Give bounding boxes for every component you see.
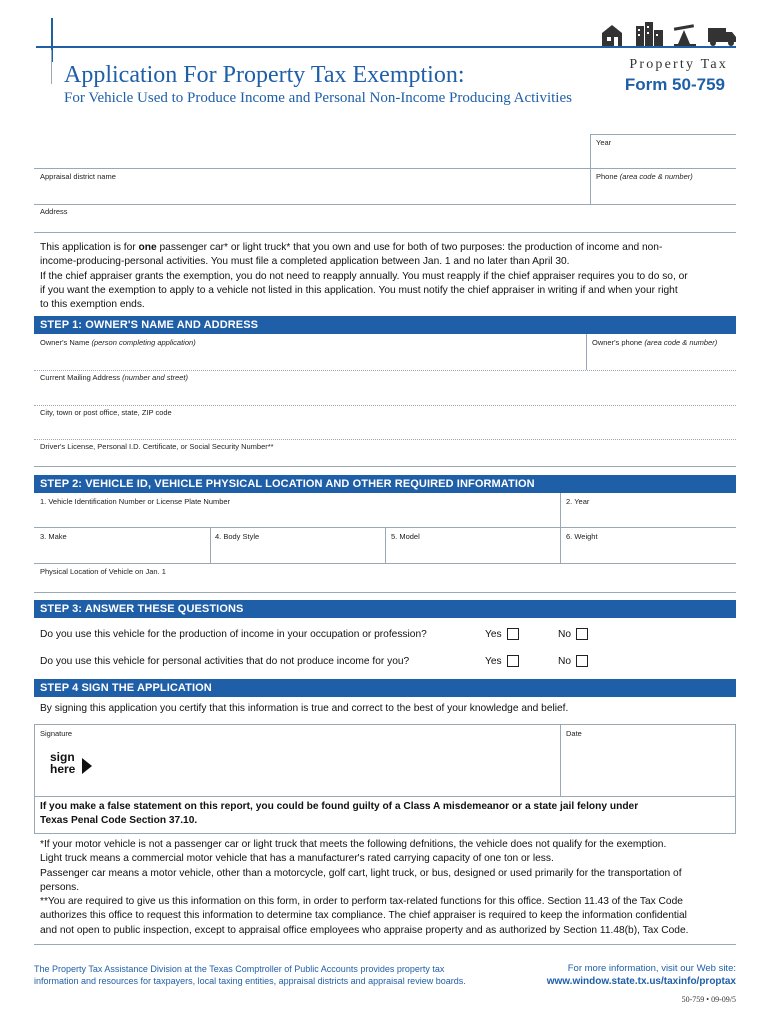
question-personal: Do you use this vehicle for personal activities that do not produce income for you? [40,656,410,667]
rule [34,232,736,233]
false-statement-warning: If you make a false statement on this report, you could be found guilty of a Class A misdemeanor or a state jail felony under Texas Penal Code Section 37.10. [40,801,639,826]
rule [34,944,736,945]
intro-paragraph: This application is for one passenger car* or light truck* that you own and use for both of two purposes: the production of income and non- income-producing-personal activities. You must file a completed application between Jan. 1 and no later than April 30. If the chief appraiser grants the exemption, you do not need to reapply annually. You must reapply if the chief appraiser requires you to do so, or if you want the exemption to apply to a vehicle not listed in this application. You must notify the chief appraiser in writing if and when your right to this exemption ends. [40,242,688,311]
header-accent-horizontal [36,46,736,48]
rule [34,405,736,406]
rule [34,168,736,169]
rule [210,527,211,563]
step3-heading: STEP 3: ANSWER THESE QUESTIONS [34,600,736,618]
owner-name-label: Owner's Name (person completing application) [40,338,196,347]
house-icon [602,25,622,46]
rule [590,134,591,204]
year-label: Year [596,138,612,147]
q1-yes-label: Yes [485,629,502,640]
physical-location-label: Physical Location of Vehicle on Jan. 1 [40,567,166,576]
buildings-icon [636,22,663,46]
make-label: 3. Make [40,532,67,541]
appraisal-district-label: Appraisal district name [40,172,116,181]
question-income: Do you use this vehicle for the production of income in your occupation or profession? [40,629,427,640]
address-label: Address [40,207,68,216]
rule [34,204,736,205]
q1-no-label: No [558,629,572,640]
sign-here-marker: sign here [50,750,76,776]
city-label: City, town or post office, state, ZIP code [40,408,172,417]
step1-heading: STEP 1: OWNER'S NAME AND ADDRESS [34,316,736,334]
definitions-notes: *If your motor vehicle is not a passenger car or light truck that meets the following defnitions, the vehicle does not qualify for the exemption. Light truck means a commercial motor vehicle that has a manufacturer's rated carrying capacity of one ton or less. Passenger car means a motor vehicle, other than a motorcycle, golf cart, light truck, or bus, designed or used primarily for the transportation of persons. **You are required to give us this information on this form, in order to perform tax-related functions for this office. Section 11.43 of the Tax Code authorizes this office to request this information to determine tax compliance. The chief appraiser is required to keep the information confidential and not open to public inspection, except to appraisal office employees who appraise property and as authorized by Section 11.48(b), Tax Code. [40,839,689,936]
vehicle-year-label: 2. Year [566,497,590,506]
footer-description: The Property Tax Assistance Division at the Texas Comptroller of Public Accounts provides property tax information and resources for taxpayers, local taxing entities, appraisal districts and appraisal review boards. [34,964,466,986]
footer-web-info: For more information, visit our Web site: [567,963,736,974]
signature-field[interactable] [100,740,550,792]
vin-label: 1. Vehicle Identification Number or License Plate Number [40,497,231,506]
q2-yes-label: Yes [485,656,502,667]
district-phone-label: Phone (area code & number) [596,172,693,181]
q1-no-checkbox[interactable] [576,628,588,640]
q2-yes-checkbox[interactable] [507,655,519,667]
rule [586,334,587,370]
q2-no-label: No [558,656,572,667]
form-title: Application For Property Tax Exemption: [64,62,465,88]
rule [34,796,736,797]
rule [590,134,736,135]
rule [34,563,736,564]
q1-yes-checkbox[interactable] [507,628,519,640]
form-subtitle: For Vehicle Used to Produce Income and Personal Non-Income Producing Activities [64,90,572,106]
category-label: Property Tax [629,57,728,72]
header-accent-vertical-lower [51,50,52,84]
date-label: Date [566,729,582,738]
mailing-address-label: Current Mailing Address (number and street) [40,373,189,382]
step2-heading: STEP 2: VEHICLE ID, VEHICLE PHYSICAL LOCATION AND OTHER REQUIRED INFORMATION [34,475,736,493]
body-style-label: 4. Body Style [215,532,260,541]
rule [385,527,386,563]
footer-url-link[interactable]: www.window.state.tx.us/taxinfo/proptax [546,976,736,987]
property-icons-graphic [600,20,738,46]
rule [560,724,561,796]
truck-icon [708,28,736,46]
footer-form-code: 50-759 • 09-09/5 [681,995,736,1004]
owner-phone-label: Owner's phone (area code & number) [592,338,718,347]
rule [34,370,736,371]
rule [34,466,736,467]
date-field[interactable] [566,740,730,792]
step4-heading: STEP 4 SIGN THE APPLICATION [34,679,736,697]
form-number: Form 50-759 [624,75,725,94]
certify-statement: By signing this application you certify that this information is true and correct to the best of your knowledge and belief. [40,703,569,714]
oil-pump-icon [674,24,696,46]
weight-label: 6. Weight [566,532,598,541]
arrow-right-icon [82,758,92,774]
rule [34,592,736,593]
q2-no-checkbox[interactable] [576,655,588,667]
signature-label: Signature [40,729,73,738]
rule [560,493,561,563]
license-label: Driver's License, Personal I.D. Certificate, or Social Security Number** [40,442,274,451]
model-label: 5. Model [391,532,420,541]
rule [34,439,736,440]
